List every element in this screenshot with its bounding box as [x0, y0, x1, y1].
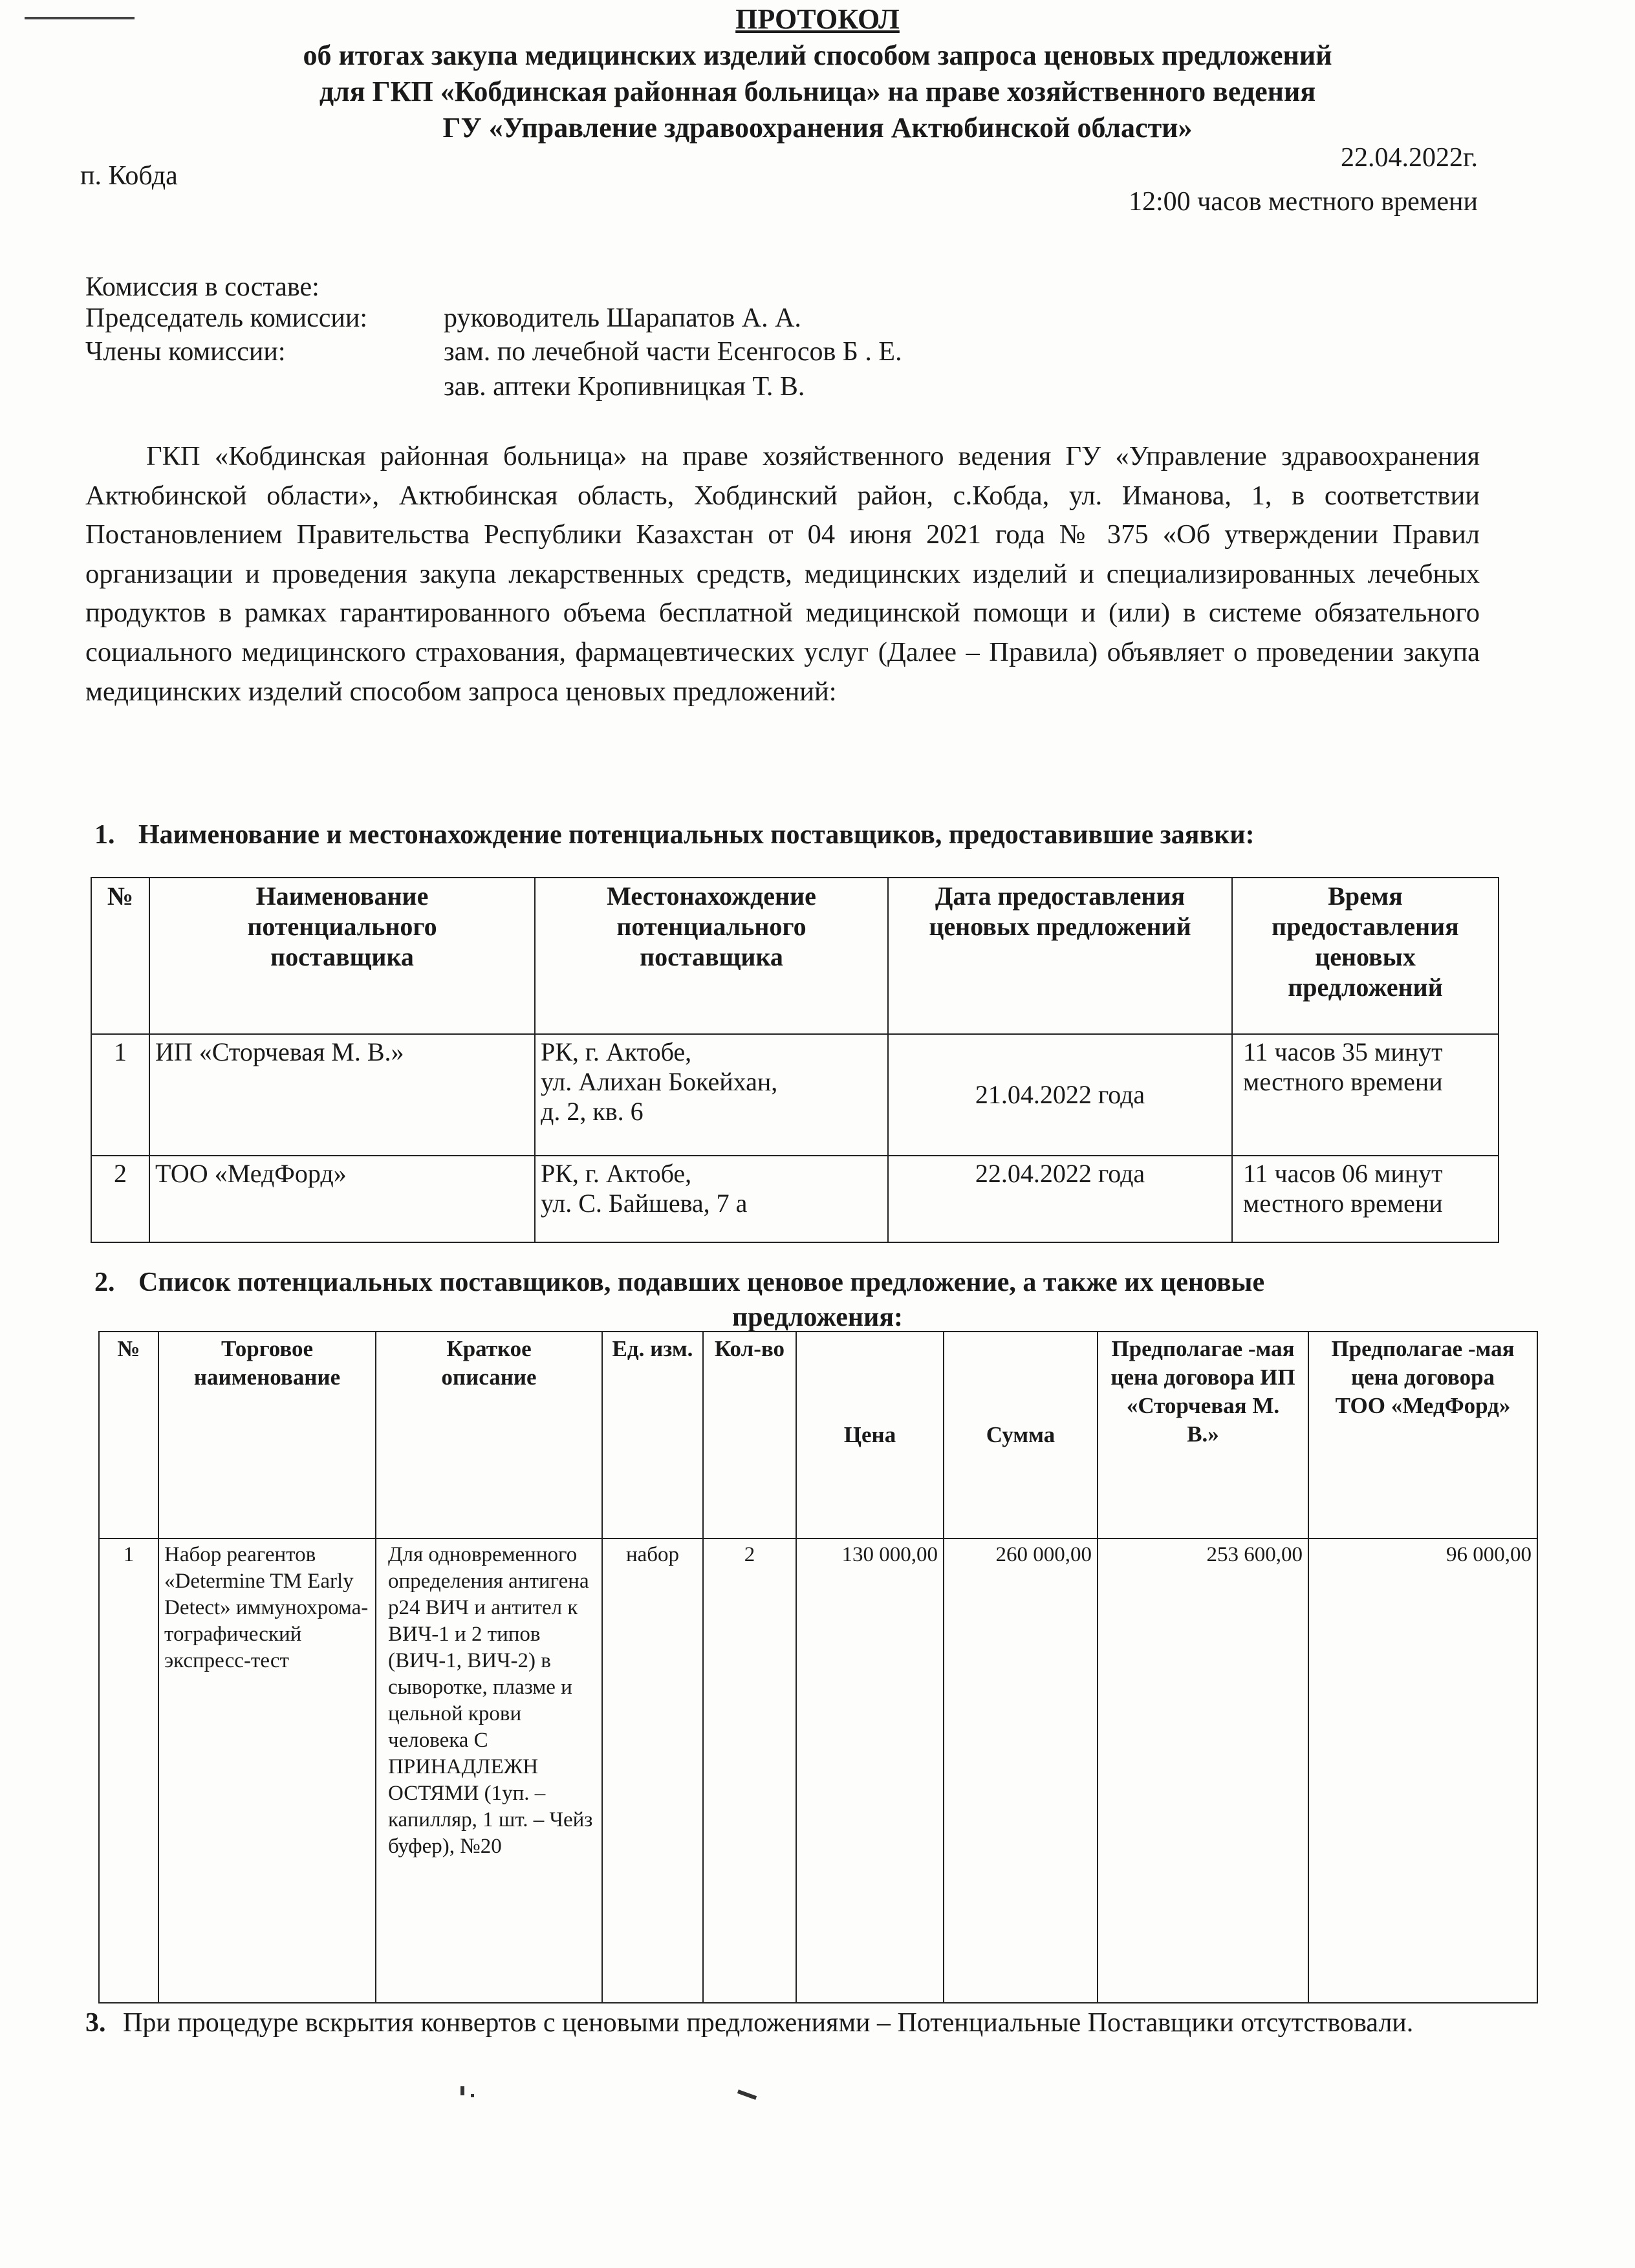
supplier-name: ИП «Сторчевая М. В.» [149, 1034, 535, 1156]
supplier-name: ТОО «МедФорд» [149, 1156, 535, 1242]
unit: набор [602, 1539, 703, 2003]
section-2-heading [94, 1266, 1264, 1299]
trade-name: Набор реагентов «Determine TM Early Detect» иммунохрома-тографический экспресс-тест [158, 1539, 376, 2003]
col-sum: Сумма [944, 1332, 1098, 1539]
document-date: 22.04.2022г. [1341, 143, 1478, 173]
col-offer-time: Время предоставления ценовых предложений [1232, 878, 1499, 1034]
offer-supplier-2: 96 000,00 [1308, 1539, 1537, 2003]
address-line: РК, г. Актобе, [541, 1037, 692, 1066]
table-row [91, 1034, 1499, 1156]
time-line: 11 часов 35 минут [1243, 1037, 1443, 1066]
supplier-address [535, 1034, 888, 1156]
supplier-address [535, 1156, 888, 1242]
offer-time [1232, 1156, 1499, 1242]
member-2: зав. аптеки Кропивницкая Т. В. [444, 372, 805, 402]
section-2-title: Список потенциальных поставщиков, подавших ценовое предложение, а также их ценовые [138, 1268, 1265, 1297]
col-supplier-address: Местонахождение потенциального поставщика [535, 878, 888, 1034]
col-description: Краткое описание [376, 1332, 602, 1539]
time-line: местного времени [1243, 1189, 1443, 1218]
quantity: 2 [703, 1539, 796, 2003]
item-description: Для одновременного определения антигена р24 ВИЧ и антител к ВИЧ-1 и 2 типов (ВИЧ-1, ВИЧ-2) в сыворотке, плазме и цельной крови человека С ПРИНАДЛЕЖН ОСТЯМИ (1уп. – капилляр, 1 шт. – Чейз буфер), №20 [376, 1539, 602, 2003]
members-label: Члены комиссии: [85, 337, 286, 367]
section-1-heading [94, 819, 1255, 851]
scan-speck [737, 2090, 757, 2100]
row-number: 1 [99, 1539, 158, 2003]
sum: 260 000,00 [944, 1539, 1098, 2003]
table-row [99, 1539, 1537, 2003]
document-header [0, 1, 1635, 146]
section-1-title: Наименование и местонахождение потенциальных поставщиков, предоставившие заявки: [138, 820, 1255, 850]
col-offer-date: Дата предоставления ценовых предложений [888, 878, 1232, 1034]
address-line: д. 2, кв. 6 [541, 1097, 644, 1126]
price: 130 000,00 [796, 1539, 944, 2003]
row-number: 2 [91, 1156, 149, 1242]
col-number: № [99, 1332, 158, 1539]
section-2-number: 2. [94, 1268, 115, 1297]
section-1-number: 1. [94, 820, 115, 850]
address-line: РК, г. Актобе, [541, 1159, 692, 1188]
subtitle-line-1: об итогах закупа медицинских изделий способом запроса ценовых предложений [303, 39, 1332, 71]
offer-supplier-1: 253 600,00 [1098, 1539, 1308, 2003]
offer-date: 21.04.2022 года [888, 1034, 1232, 1156]
col-price: Цена [796, 1332, 944, 1539]
document-time: 12:00 часов местного времени [1129, 187, 1478, 217]
document-title: ПРОТОКОЛ [735, 3, 900, 35]
col-offer-supplier-1: Предполагае -мая цена договора ИП «Сторчевая М. В.» [1098, 1332, 1308, 1539]
commission-heading: Комиссия в составе: [85, 272, 319, 302]
subtitle-line-3: ГУ «Управление здравоохранения Актюбинской области» [442, 112, 1193, 144]
col-offer-supplier-2: Предполагае -мая цена договора ТОО «МедФорд» [1308, 1332, 1537, 1539]
section-3-text: При процедуре вскрытия конвертов с ценовыми предложениями – Потенциальные Поставщики отсутствовали. [123, 2008, 1414, 2038]
chair-name: руководитель Шарапатов А. А. [444, 303, 801, 333]
table-row [91, 1156, 1499, 1242]
offer-time [1232, 1034, 1499, 1156]
col-number: № [91, 878, 149, 1034]
col-trade-name: Торговое наименование [158, 1332, 376, 1539]
time-line: местного времени [1243, 1067, 1443, 1096]
price-offers-table [98, 1331, 1538, 2003]
scan-speck [471, 2094, 474, 2097]
col-unit: Ед. изм. [602, 1332, 703, 1539]
section-3-number: 3. [85, 2008, 106, 2038]
section-3 [85, 2006, 1507, 2040]
place: п. Кобда [80, 161, 178, 191]
scan-speck [460, 2086, 464, 2095]
col-quantity: Кол-во [703, 1332, 796, 1539]
member-1: зам. по лечебной части Есенгосов Б . Е. [444, 337, 902, 367]
intro-paragraph: ГКП «Кобдинская районная больница» на праве хозяйственного ведения ГУ «Управление здравоохранения Актюбинской области», Актюбинская область, Хобдинский район, с.Кобда, ул. Иманова, 1, в соответствии Постановлением Правительства Республики Казахстан от 04 июня 2021 года № 375 «Об утверждении Правил организации и проведения закупа лекарственных средств, медицинских изделий и специализированных лечебных продуктов в рамках гарантированного объема бесплатной медицинской помощи и (или) в системе обязательного социального медицинского страхования, фармацевтических услуг (Далее – Правила) объявляет о проведении закупа медицинских изделий способом запроса ценовых предложений: [85, 441, 1480, 707]
row-number: 1 [91, 1034, 149, 1156]
chair-label: Председатель комиссии: [85, 303, 367, 333]
section-2-title-cont: предложения: [731, 1302, 904, 1332]
address-line: ул. Алихан Бокейхан, [541, 1067, 778, 1096]
table-header-row [99, 1332, 1537, 1539]
table-header-row [91, 878, 1499, 1034]
suppliers-table [91, 877, 1499, 1243]
address-line: ул. С. Байшева, 7 а [541, 1189, 748, 1218]
offer-date: 22.04.2022 года [888, 1156, 1232, 1242]
col-supplier-name: Наименование потенциального поставщика [149, 878, 535, 1034]
time-line: 11 часов 06 минут [1243, 1159, 1443, 1188]
subtitle-line-2: для ГКП «Кобдинская районная больница» на праве хозяйственного ведения [319, 76, 1316, 107]
